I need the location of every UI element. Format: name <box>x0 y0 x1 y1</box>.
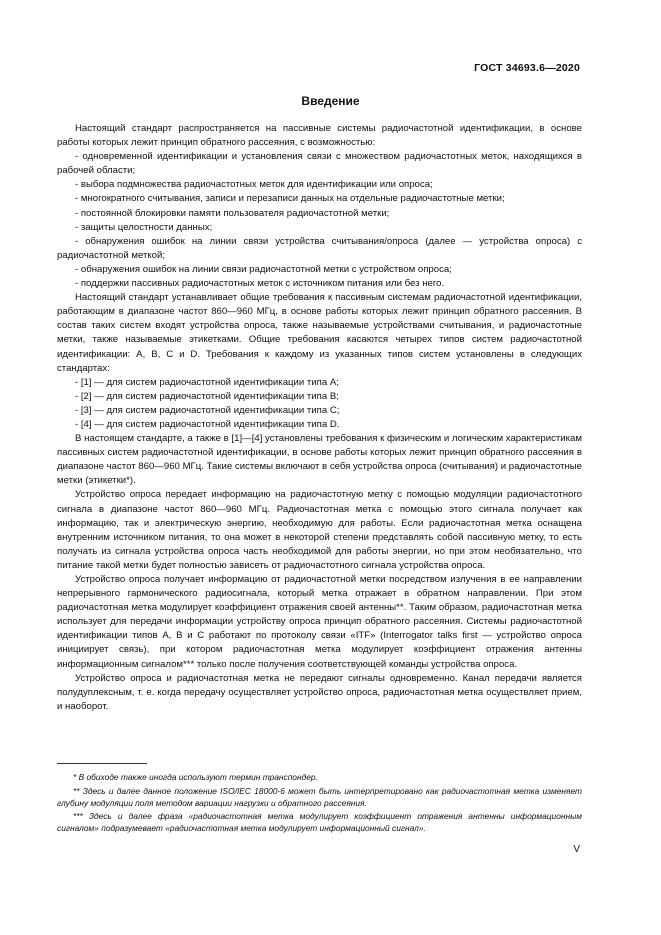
page-number: V <box>573 844 580 855</box>
list-item: - многократного считывания, записи и перезаписи данных на отдельные радиочастотные метки; <box>75 193 505 205</box>
footnote-divider <box>57 763 147 764</box>
list-item: - защиты целостности данных; <box>75 221 213 233</box>
list-item: - постоянной блокировки памяти пользователя радиочастотной метки; <box>75 207 390 219</box>
list-item: - [4] — для систем радиочастотной идентификации типа D. <box>75 418 340 430</box>
document-code: ГОСТ 34693.6—2020 <box>474 62 580 74</box>
footnote: * В обиходе также иногда используют термин транспондер. <box>73 772 318 782</box>
paragraph: Устройство опроса передает информацию на радиочастотную метку с помощью модуляции радиочастотного сигнала в диапазоне частот 860—960 МГц. Радиочастотная метка с помощью этого сигнала получает как информацию, так и электрическую энергию, необходимую для работы. Если радиочастотная метка оснащена внутренним источником питания, то она может в некоторой степени представлять собой пассивную метку, то есть получать из сигнала устройства опроса часть необходимой для работы энергии, но при этом необязательно, что питание такой метки будет полностью зависеть от радиочастотного сигнала устройства опроса. <box>57 489 582 571</box>
paragraph: Устройство опроса и радиочастотная метка не передают сигналы одновременно. Канал передачи является полудуплексным, т. е. когда передачу осуществляет устройство опроса, радиочастотная метка осуществляет прием, и наоборот. <box>57 672 582 712</box>
page-title: Введение <box>301 94 360 108</box>
list-item: - [2] — для систем радиочастотной идентификации типа В; <box>75 390 339 402</box>
footnotes <box>57 772 582 837</box>
body-text <box>57 122 582 714</box>
list-item: - обнаружения ошибок на линии связи радиочастотной метки с устройством опроса; <box>75 263 452 275</box>
paragraph: В настоящем стандарте, а также в [1]—[4] установлены требования к физическим и логическим характеристикам пассивных систем радиочастотной идентификации, в основе работы которых лежит принцип обратного рассеяния в диапазоне частот 860—960 МГц. Такие системы включают в себя устройства опроса (считывания) и радиочастотные метки (этикетки*). <box>57 433 582 487</box>
list-item: - выбора подмножества радиочастотных меток для идентификации или опроса; <box>75 179 433 191</box>
paragraph: Настоящий стандарт распространяется на пассивные системы радиочастотной идентификации, в основе работы которых лежит принцип обратного рассеяния, с возможностью: <box>57 123 582 149</box>
paragraph: Настоящий стандарт устанавливает общие требования к пассивным системам радиочастотной идентификации, работающим в диапазоне частот 860—960 МГц, в основе работы которых лежит принцип обратного рассеяния. В состав таких систем входят устройства опроса, также называемые устройствами считывания, и радиочастотные метки, также называемые этикетками. Общие требования касаются четырех типов систем радиочастотной идентификации: А, В, С и D. Требования к каждому из указанных типов систем установлены в следующих стандартах: <box>57 292 582 374</box>
list-item: - поддержки пассивных радиочастотных меток с источником питания или без него. <box>75 278 445 290</box>
footnote: ** Здесь и далее данное положение ISO/IEC 18000-6 может быть интерпретировано как радиочастотная метка изменяет глубину модуляции поля методом вариации нагрузки и обратного рассеяния. <box>57 785 582 808</box>
list-item: - [3] — для систем радиочастотной идентификации типа С; <box>75 404 340 416</box>
list-item: - одновременной идентификации и установления связи с множеством радиочастотных меток, находящихся в рабочей области; <box>57 151 582 177</box>
list-item: - [1] — для систем радиочастотной идентификации типа А; <box>75 376 339 388</box>
paragraph: Устройство опроса получает информацию от радиочастотной метки посредством излучения в ее направлении непрерывного гармонического радиосигнала, который метка отражает в обратном направлении. При этом радиочастотная метка модулирует коэффициент отражения своей антенны**. Таким образом, радиочастотная метка использует для передачи информации устройству опроса принцип обратного рассеяния. Системы радиочастотной идентификации типов А, В и С работают по протоколу связи «ITF» (Interrogator talks first — устройство опроса инициирует связь), при котором радиочастотная метка модулирует коэффициент отражения антенны информационным сигналом*** только после получения соответствующей команды устройства опроса. <box>57 574 582 670</box>
footnote: *** Здесь и далее фраза «радиочастотная метка модулирует коэффициент отражения антенны информационным сигналом» подразумевает «радиочастотная метка модулирует информационный сигнал». <box>57 811 582 834</box>
list-item: - обнаружения ошибок на линии связи устройства считывания/опроса (далее — устройства опроса) с радиочастотной меткой; <box>57 235 582 261</box>
